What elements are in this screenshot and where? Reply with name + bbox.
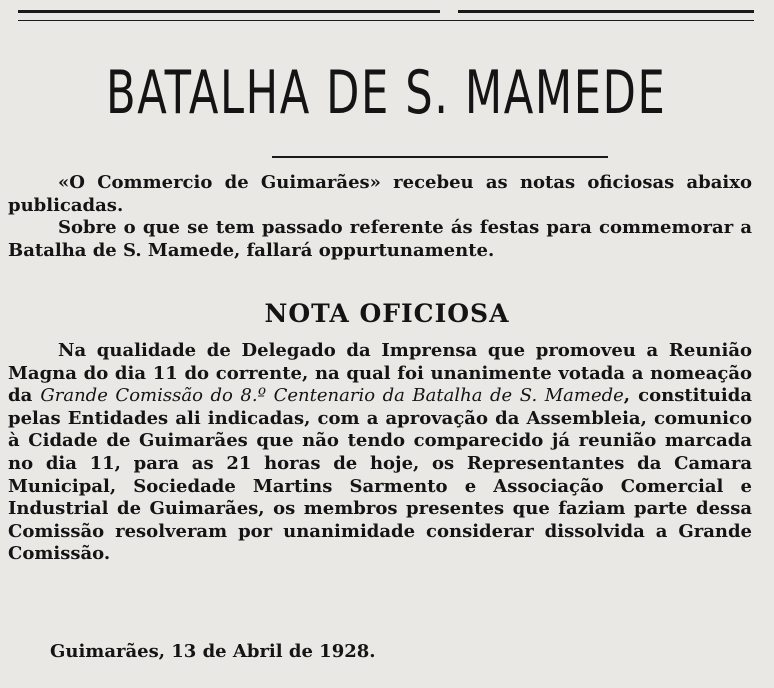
- top-rule-thin: [18, 20, 754, 21]
- article-title: BATALHA DE S. MAMEDE: [106, 58, 667, 128]
- top-rule-left: [18, 10, 440, 13]
- nota-heading: NOTA OFICIOSA: [264, 299, 510, 328]
- nota-text-start: Na qualidade de Delegado da Imprensa que promoveu a Reunião Magna do dia 11 do corrente, na qual foi unanimente votada a nomeação da: [8, 340, 752, 407]
- top-rule-right: [458, 10, 754, 13]
- nota-commission-name: Grande Comissão do 8.º Centenario da Batalha de S. Mamede: [40, 385, 624, 407]
- title-underline: [272, 156, 608, 158]
- intro-paragraph: [8, 172, 752, 263]
- nota-signature: Guimarães, 13 de Abril de 1928.: [50, 641, 376, 662]
- nota-body: [8, 340, 752, 566]
- nota-text-end: , constituida pelas Entidades ali indicadas, com a aprovação da Assembleia, comunico à Cidade de Guimarães que não tendo comparecido já reunião marcada no dia 11, para as 21 horas de hoje, os Representantes da Camara Municipal, Sociedade Martins Sarmento e Associação Comercial e Industrial de Guimarães, os membros presentes que faziam parte dessa Comissão resolveram por unanimidade considerar dissolvida a Grande Comissão.: [8, 385, 753, 565]
- intro-line-2: Sobre o que se tem passado referente ás festas para commemorar a Batalha de S. Mamede, fallará oppurtunamente.: [8, 217, 752, 262]
- intro-line-1: «O Commercio de Guimarães» recebeu as notas oficiosas abaixo publicadas.: [8, 172, 752, 216]
